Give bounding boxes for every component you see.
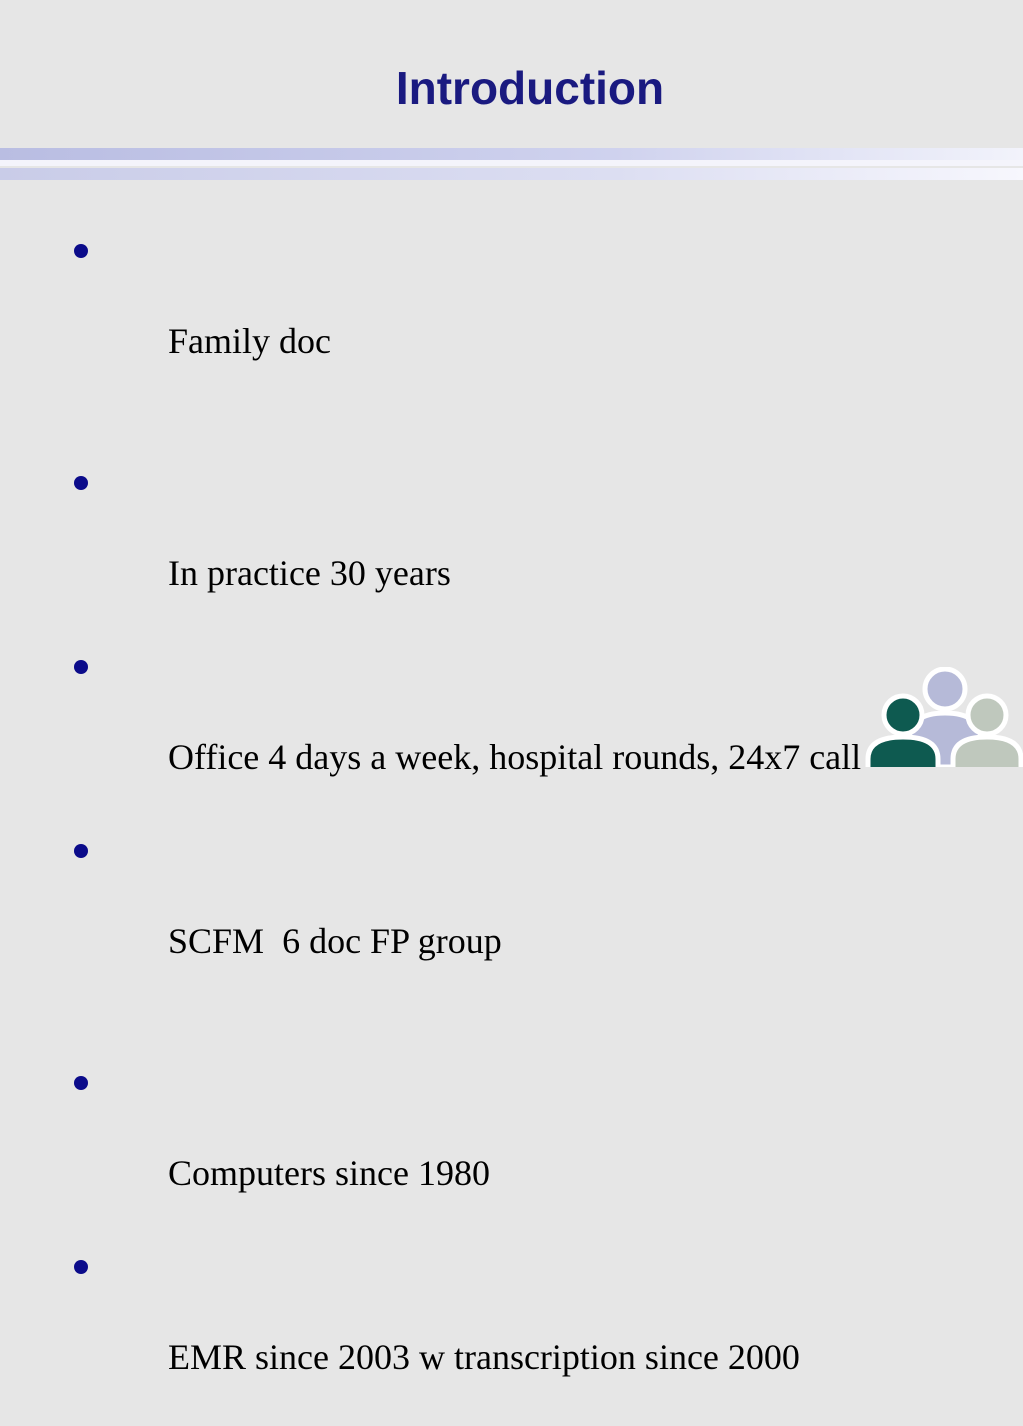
bullet-dot-icon [74,1260,88,1274]
list-item [68,226,861,410]
bullet-dot-icon [74,244,88,258]
bullet-text: Computers since 1980 [168,1153,490,1193]
list-item [68,1242,861,1426]
list-item [68,1058,861,1242]
title-divider [0,146,1023,186]
bullet-text: In practice 30 years [168,553,451,593]
bullet-dot-icon [74,1076,88,1090]
bullet-text: EMR since 2003 w transcription since 2000 [168,1337,800,1377]
list-item [68,642,861,826]
bullet-dot-icon [74,476,88,490]
bullet-text: Office 4 days a week, hospital rounds, 24x7 call [168,737,862,777]
bullet-dot-icon [74,844,88,858]
bullet-text: Family doc [168,321,331,361]
bullet-dot-icon [74,660,88,674]
list-spacer [68,1010,861,1058]
list-item [68,826,861,1010]
list-item [68,458,861,642]
people-group-icon [863,667,1023,767]
list-spacer [68,410,861,458]
slide-title: Introduction [395,62,665,114]
bullet-list [68,226,861,1426]
bullet-text: SCFM 6 doc FP group [168,921,502,961]
